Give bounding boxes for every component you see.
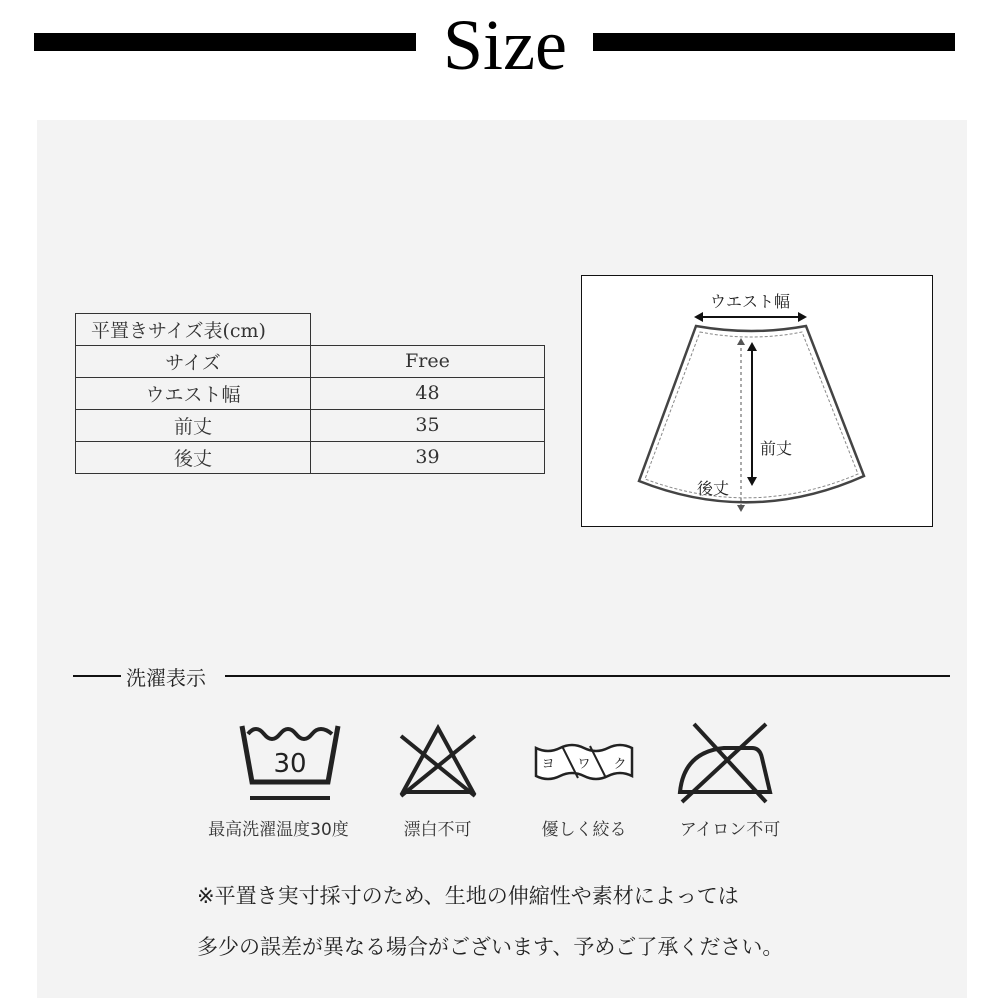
wring-char: ヨ — [541, 757, 555, 772]
care-label: 優しく絞る — [541, 820, 627, 840]
front-length-label: 前丈 — [760, 439, 793, 458]
table-row-label: ウエスト幅 — [76, 377, 311, 409]
no-bleach-icon — [395, 720, 481, 802]
back-length-label: 後丈 — [697, 479, 730, 498]
table-row-value: 39 — [311, 441, 545, 473]
table-row-value: 48 — [311, 377, 545, 409]
table-row — [76, 409, 545, 441]
table-row — [76, 441, 545, 473]
skirt-diagram — [581, 275, 933, 527]
table-caption-spacer — [311, 314, 545, 346]
care-divider-left — [73, 675, 121, 677]
table-row-label: 前丈 — [76, 409, 311, 441]
wring-char: ワ — [577, 757, 591, 772]
table-row — [76, 377, 545, 409]
no-iron-icon — [674, 718, 774, 810]
size-table — [75, 313, 545, 474]
gentle-wring-icon — [532, 740, 636, 788]
wash-temp-number: 30 — [273, 749, 307, 779]
content-panel — [37, 120, 967, 998]
table-row-value: 35 — [311, 409, 545, 441]
waist-width-label: ウエスト幅 — [710, 292, 791, 311]
table-header-label: サイズ — [76, 345, 311, 377]
header-bar-right — [593, 33, 955, 51]
note-line: ※平置き実寸採寸のため、生地の伸縮性や素材によっては — [197, 884, 739, 908]
care-label: アイロン不可 — [679, 820, 781, 840]
table-caption: 平置きサイズ表(cm) — [76, 314, 311, 346]
table-row-label: 後丈 — [76, 441, 311, 473]
table-header-value: Free — [311, 345, 545, 377]
care-title: 洗濯表示 — [126, 666, 206, 690]
note-line: 多少の誤差が異なる場合がございます、予めご了承ください。 — [197, 935, 784, 959]
wring-char: ク — [613, 757, 627, 772]
care-divider-right — [225, 675, 950, 677]
table-header-row — [76, 345, 545, 377]
wash-30-icon — [238, 718, 342, 808]
care-label: 漂白不可 — [403, 820, 472, 840]
care-label: 最高洗濯温度30度 — [208, 820, 349, 840]
skirt-drawing — [582, 276, 934, 528]
header-bar-left — [34, 33, 416, 51]
page-title: Size — [443, 5, 567, 85]
table-caption-row — [76, 314, 545, 346]
